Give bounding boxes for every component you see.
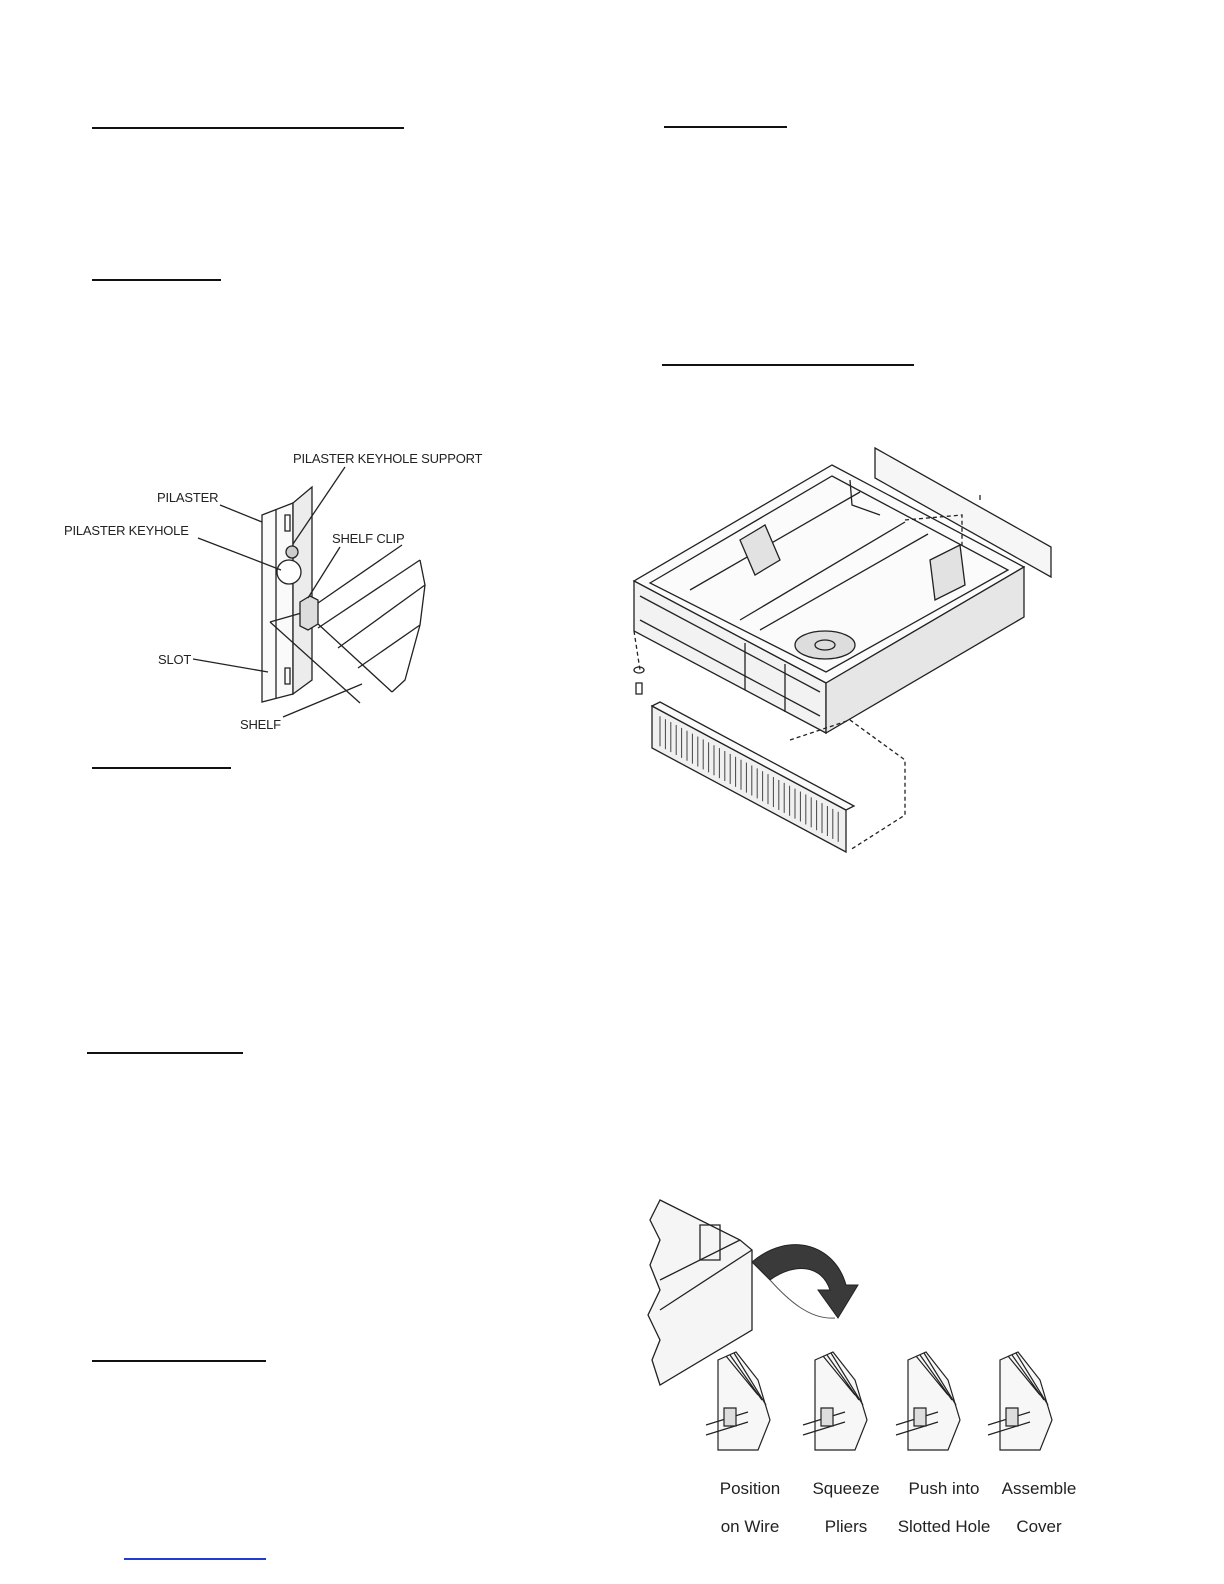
- label-shelf-clip: SHELF CLIP: [332, 531, 405, 546]
- label-pilaster: PILASTER: [157, 490, 219, 505]
- step-2-line1: Squeeze: [812, 1479, 880, 1498]
- label-pilaster-keyhole: PILASTER KEYHOLE: [64, 523, 189, 538]
- label-shelf: SHELF: [240, 717, 281, 732]
- step-4-line2: Cover: [1016, 1517, 1062, 1536]
- step-caption-3: [888, 1460, 1000, 1536]
- label-slot: SLOT: [158, 652, 192, 667]
- step-1-line1: Position: [719, 1479, 781, 1498]
- arrow-icon: [752, 1245, 858, 1318]
- step-caption-1: [702, 1460, 798, 1536]
- step-caption-4: [992, 1460, 1086, 1536]
- step-3-line2: Slotted Hole: [897, 1517, 991, 1536]
- step-2-line2: Pliers: [824, 1517, 868, 1536]
- step-3-line1: Push into: [908, 1479, 980, 1498]
- step-caption-2: [798, 1460, 894, 1536]
- step-1-line2: on Wire: [720, 1517, 780, 1536]
- label-pilaster-keyhole-support: PILASTER KEYHOLE SUPPORT: [293, 451, 483, 466]
- step-4-line1: Assemble: [1001, 1479, 1077, 1498]
